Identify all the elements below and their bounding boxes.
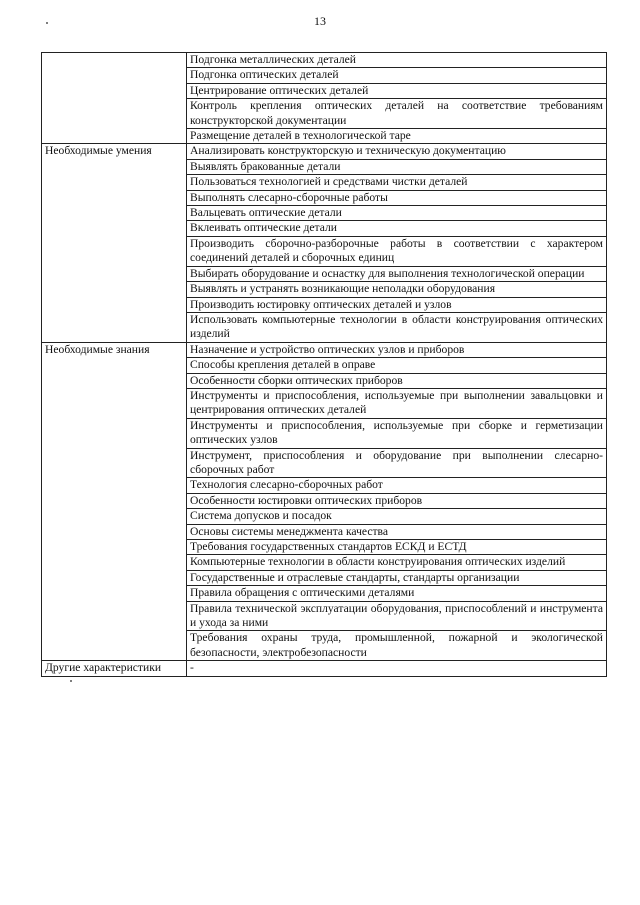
table-cell-item: Особенности сборки оптических приборов — [187, 373, 607, 388]
table-cell-item: Выявлять и устранять возникающие неполадки оборудования — [187, 282, 607, 297]
table-cell-item: Компьютерные технологии в области конструирования оптических изделий — [187, 555, 607, 570]
table-cell-item: Производить сборочно-разборочные работы в соответствии с характером соединений деталей и сборочных единиц — [187, 236, 607, 266]
table-cell-item: Контроль крепления оптических деталей на соответствие требованиям конструкторской документации — [187, 99, 607, 129]
table-cell-item: Инструменты и приспособления, используемые при выполнении завальцовки и центрирования оптических деталей — [187, 388, 607, 418]
table-cell-item: Назначение и устройство оптических узлов и приборов — [187, 342, 607, 357]
table-cell-item: Инструменты и приспособления, используемые при сборке и герметизации оптических узлов — [187, 418, 607, 448]
table-cell-item: Центрирование оптических деталей — [187, 83, 607, 98]
table-cell-item: Вклеивать оптические детали — [187, 221, 607, 236]
table-cell-item: Способы крепления деталей в оправе — [187, 358, 607, 373]
section-label: Необходимые знания — [42, 342, 187, 661]
table-cell-item: Подгонка металлических деталей — [187, 53, 607, 68]
table-cell-item: Производить юстировку оптических деталей и узлов — [187, 297, 607, 312]
table-row — [42, 342, 607, 357]
table-cell-item: Анализировать конструкторскую и техническую документацию — [187, 144, 607, 159]
table-cell-item: Требования государственных стандартов ЕСКД и ЕСТД — [187, 540, 607, 555]
table-cell-item: Выявлять бракованные детали — [187, 159, 607, 174]
competency-table — [41, 52, 607, 677]
scan-speck — [46, 22, 48, 24]
table-cell-item: Государственные и отраслевые стандарты, стандарты организации — [187, 570, 607, 585]
table-cell-item: Вальцевать оптические детали — [187, 206, 607, 221]
table-cell-item: Система допусков и посадок — [187, 509, 607, 524]
section-label — [42, 53, 187, 144]
table-cell-item: Подгонка оптических деталей — [187, 68, 607, 83]
table-row — [42, 661, 607, 676]
table-cell-item: Требования охраны труда, промышленной, пожарной и экологической безопасности, электробезопасности — [187, 631, 607, 661]
table-cell-item: Правила технической эксплуатации оборудования, приспособлений и инструмента и ухода за ними — [187, 601, 607, 631]
table-cell-item: Особенности юстировки оптических приборов — [187, 493, 607, 508]
table-cell-item: Выполнять слесарно-сборочные работы — [187, 190, 607, 205]
table-cell-item: Пользоваться технологией и средствами чистки деталей — [187, 175, 607, 190]
table-cell-item: Инструмент, приспособления и оборудование при выполнении слесарно-сборочных работ — [187, 448, 607, 478]
scan-speck — [70, 680, 72, 682]
section-label: Другие характеристики — [42, 661, 187, 676]
table-row — [42, 53, 607, 68]
table-cell-item: Выбирать оборудование и оснастку для выполнения технологической операции — [187, 266, 607, 281]
table-row — [42, 144, 607, 159]
table-cell-item: Технология слесарно-сборочных работ — [187, 478, 607, 493]
table-cell-item: Использовать компьютерные технологии в области конструирования оптических изделий — [187, 312, 607, 342]
section-label: Необходимые умения — [42, 144, 187, 342]
table-cell-item: - — [187, 661, 607, 676]
page-number: 13 — [314, 14, 326, 28]
table-cell-item: Правила обращения с оптическими деталями — [187, 586, 607, 601]
table-cell-item: Размещение деталей в технологической таре — [187, 129, 607, 144]
competency-table-body — [42, 53, 607, 677]
table-cell-item: Основы системы менеджмента качества — [187, 524, 607, 539]
